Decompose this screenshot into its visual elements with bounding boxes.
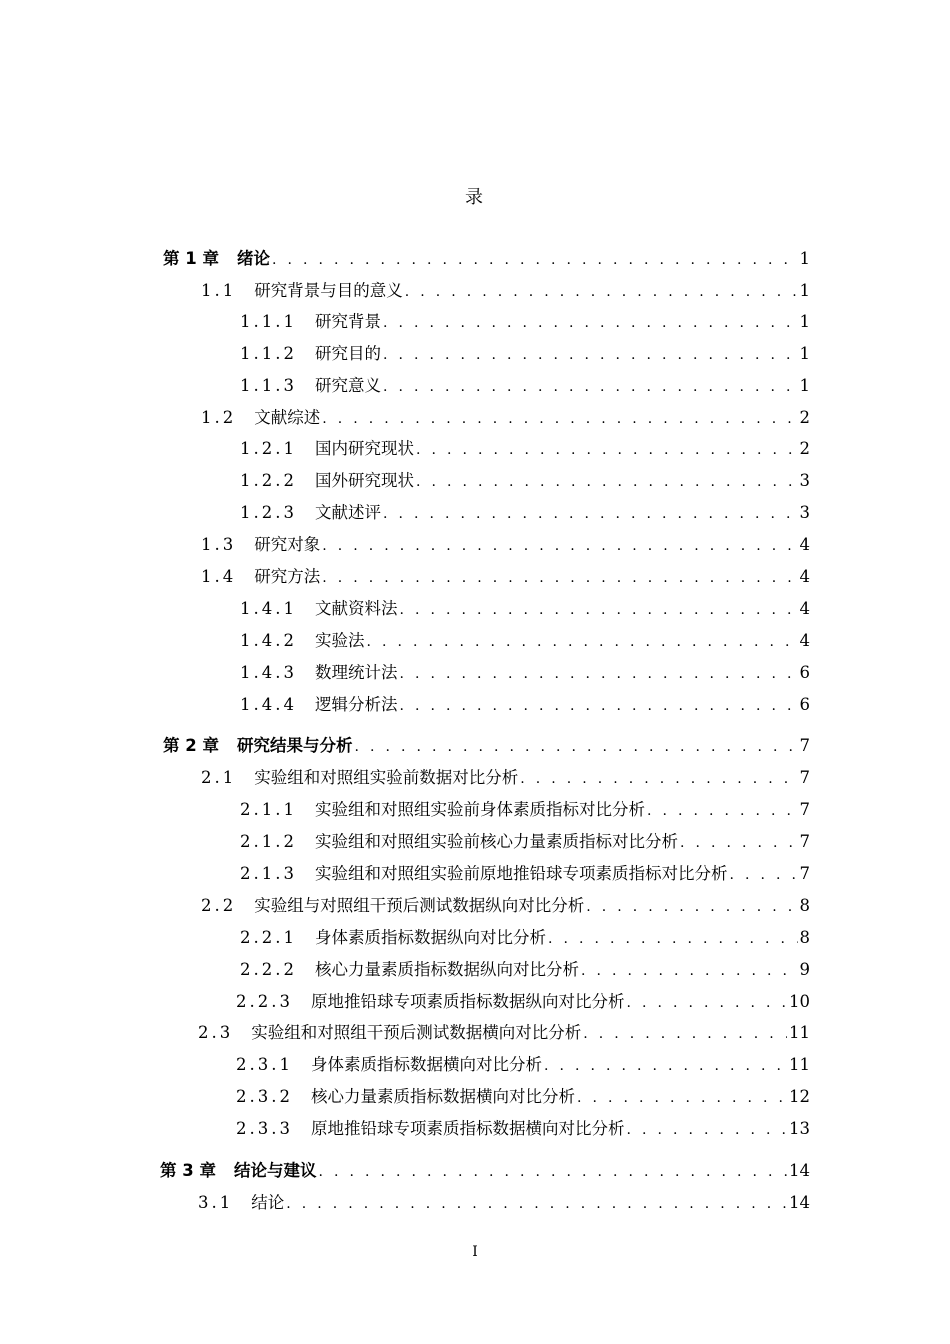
toc-entry[interactable]	[160, 1160, 810, 1182]
toc-dot-leader	[366, 631, 797, 653]
toc-entry-title: 实验组和对照组实验前原地推铅球专项素质指标对比分析	[314, 864, 728, 883]
toc-entry-number: 1.4.1	[240, 599, 297, 618]
toc-entry-number: 1.3	[201, 535, 237, 554]
toc-entry-title: 实验组和对照组实验前核心力量素质指标对比分析	[314, 832, 678, 851]
toc-dot-leader	[626, 992, 787, 1014]
toc-entry-number: 1.2	[201, 408, 237, 427]
toc-dot-leader	[520, 768, 797, 790]
toc-dot-leader	[586, 896, 797, 918]
toc-dot-leader	[322, 567, 797, 589]
page-number: I	[472, 1244, 478, 1260]
toc-entry-page: 7	[799, 736, 810, 755]
toc-entry[interactable]	[240, 343, 810, 365]
toc-entry-page: 4	[799, 599, 810, 618]
toc-entry-page: 1	[799, 344, 810, 363]
toc-entry-page: 11	[789, 1023, 810, 1042]
toc-entry-title: 国外研究现状	[314, 471, 414, 490]
toc-entry[interactable]	[240, 630, 810, 652]
toc-entry-title: 绪论	[236, 249, 270, 268]
toc-dot-leader	[729, 864, 797, 886]
toc-entry[interactable]	[240, 863, 810, 885]
toc-dot-leader	[272, 249, 798, 271]
toc-entry-page: 13	[789, 1119, 810, 1138]
toc-entry-number: 2.1.3	[240, 864, 297, 883]
toc-entry[interactable]	[201, 895, 810, 917]
toc-entry-page: 1	[799, 376, 810, 395]
toc-dot-leader	[322, 408, 797, 430]
toc-dot-leader	[583, 1023, 787, 1045]
toc-entry-page: 4	[799, 631, 810, 650]
toc-entry-title: 研究背景与目的意义	[254, 281, 403, 300]
toc-dot-leader	[647, 800, 798, 822]
toc-entry-number: 2.3.2	[236, 1087, 293, 1106]
toc-entry[interactable]	[240, 662, 810, 684]
toc-dot-leader	[383, 344, 798, 366]
toc-entry-title: 研究意义	[314, 376, 381, 395]
toc-dot-leader	[416, 439, 798, 461]
toc-entry-page: 9	[799, 960, 810, 979]
toc-dot-leader	[383, 312, 798, 334]
toc-entry[interactable]	[240, 375, 810, 397]
toc-title: 录	[465, 187, 485, 208]
toc-entry[interactable]	[240, 831, 810, 853]
toc-dot-leader	[318, 1161, 787, 1183]
toc-entry-number: 1.1	[201, 281, 237, 300]
toc-entry-number: 2.1.2	[240, 832, 297, 851]
toc-entry-title: 结论	[251, 1193, 285, 1212]
toc-entry-page: 7	[799, 864, 810, 883]
toc-entry-number: 2.3.3	[236, 1119, 293, 1138]
toc-entry[interactable]	[201, 407, 810, 429]
toc-entry-title: 核心力量素质指标数据横向对比分析	[310, 1087, 575, 1106]
toc-entry-title: 实验组和对照组实验前身体素质指标对比分析	[314, 800, 645, 819]
toc-entry[interactable]	[163, 248, 810, 270]
toc-entry-number: 2.1.1	[240, 800, 297, 819]
toc-entry-title: 研究结果与分析	[236, 736, 353, 755]
toc-entry-title: 研究对象	[254, 535, 321, 554]
toc-entry[interactable]	[240, 799, 810, 821]
toc-entry-title: 实验组与对照组干预后测试数据纵向对比分析	[254, 896, 585, 915]
toc-entry-page: 8	[799, 928, 810, 947]
toc-entry[interactable]	[240, 502, 810, 524]
toc-entry-page: 1	[799, 249, 810, 268]
toc-entry-number: 1.1.2	[240, 344, 297, 363]
toc-entry-title: 数理统计法	[314, 663, 398, 682]
toc-entry-title: 实验组和对照组实验前数据对比分析	[254, 768, 519, 787]
toc-entry-number: 2.2.1	[240, 928, 297, 947]
toc-entry-title: 文献述评	[314, 503, 381, 522]
toc-entry[interactable]	[236, 1086, 810, 1108]
toc-entry-page: 3	[799, 471, 810, 490]
toc-entry-title: 身体素质指标数据横向对比分析	[310, 1055, 542, 1074]
toc-entry-number: 1.4.2	[240, 631, 297, 650]
toc-entry-number: 第 2 章	[163, 736, 219, 755]
toc-entry-number: 2.3	[198, 1023, 234, 1042]
toc-entry-title: 研究目的	[314, 344, 381, 363]
toc-entry-number: 第 1 章	[163, 249, 219, 268]
toc-entry-number: 1.1.1	[240, 312, 297, 331]
toc-entry-page: 11	[789, 1055, 810, 1074]
toc-entry-number: 1.4.3	[240, 663, 297, 682]
toc-dot-leader	[577, 1087, 787, 1109]
toc-entry-number: 1.1.3	[240, 376, 297, 395]
toc-dot-leader	[383, 503, 798, 525]
toc-entry-title: 实验组和对照组干预后测试数据横向对比分析	[251, 1023, 582, 1042]
toc-entry-page: 2	[799, 439, 810, 458]
toc-entry[interactable]	[236, 1054, 810, 1076]
toc-dot-leader	[399, 663, 797, 685]
toc-entry-title: 国内研究现状	[314, 439, 414, 458]
toc-entry-title: 实验法	[314, 631, 365, 650]
toc-entry-title: 原地推铅球专项素质指标数据纵向对比分析	[310, 992, 625, 1011]
toc-entry-title: 原地推铅球专项素质指标数据横向对比分析	[310, 1119, 625, 1138]
toc-dot-leader	[383, 376, 798, 398]
toc-entry-number: 2.3.1	[236, 1055, 293, 1074]
toc-entry-title: 文献综述	[254, 408, 321, 427]
toc-entry-page: 14	[789, 1161, 810, 1180]
toc-entry-number: 第 3 章	[160, 1161, 216, 1180]
toc-entry-title: 身体素质指标数据纵向对比分析	[314, 928, 546, 947]
toc-entry-title: 核心力量素质指标数据纵向对比分析	[314, 960, 579, 979]
toc-entry[interactable]	[198, 1022, 810, 1044]
toc-entry-number: 1.4	[201, 567, 237, 586]
toc-entry-page: 4	[799, 567, 810, 586]
toc-entry-page: 14	[789, 1193, 810, 1212]
toc-entry[interactable]	[236, 1118, 810, 1140]
toc-dot-leader	[416, 471, 798, 493]
toc-entry[interactable]	[163, 735, 810, 757]
toc-dot-leader	[581, 960, 798, 982]
toc-dot-leader	[626, 1119, 787, 1141]
toc-entry[interactable]	[240, 311, 810, 333]
toc-entry-page: 7	[799, 800, 810, 819]
toc-entry[interactable]	[201, 534, 810, 556]
toc-entry[interactable]	[198, 1192, 810, 1214]
toc-entry-number: 1.4.4	[240, 695, 297, 714]
toc-dot-leader	[286, 1193, 787, 1215]
toc-entry[interactable]	[240, 959, 810, 981]
toc-entry-page: 2	[799, 408, 810, 427]
toc-entry-number: 2.2.3	[236, 992, 293, 1011]
toc-entry-page: 12	[789, 1087, 810, 1106]
toc-entry-page: 1	[799, 312, 810, 331]
toc-entry-page: 7	[799, 832, 810, 851]
toc-entry[interactable]	[240, 470, 810, 492]
toc-entry-title: 文献资料法	[314, 599, 398, 618]
toc-dot-leader	[399, 599, 797, 621]
toc-entry-page: 7	[799, 768, 810, 787]
toc-dot-leader	[544, 1055, 787, 1077]
toc-dot-leader	[399, 695, 797, 717]
toc-entry-page: 6	[799, 663, 810, 682]
toc-dot-leader	[405, 281, 798, 303]
toc-entry-page: 6	[799, 695, 810, 714]
toc-entry[interactable]	[240, 927, 810, 949]
toc-entry[interactable]	[240, 598, 810, 620]
toc-entry-number: 2.1	[201, 768, 237, 787]
toc-entry-title: 结论与建议	[233, 1161, 317, 1180]
toc-dot-leader	[680, 832, 798, 854]
toc-entry[interactable]	[240, 438, 810, 460]
toc-dot-leader	[354, 736, 797, 758]
toc-entry-title: 逻辑分析法	[314, 695, 398, 714]
toc-entry-number: 1.2.1	[240, 439, 297, 458]
toc-entry[interactable]	[201, 767, 810, 789]
toc-entry-page: 3	[799, 503, 810, 522]
toc-entry-page: 10	[789, 992, 810, 1011]
toc-entry-title: 研究方法	[254, 567, 321, 586]
toc-entry-page: 4	[799, 535, 810, 554]
toc-entry-number: 1.2.2	[240, 471, 297, 490]
toc-entry-number: 3.1	[198, 1193, 234, 1212]
toc-entry-number: 1.2.3	[240, 503, 297, 522]
toc-entry-number: 2.2	[201, 896, 237, 915]
toc-dot-leader	[548, 928, 798, 950]
toc-entry[interactable]	[201, 566, 810, 588]
toc-entry[interactable]	[240, 694, 810, 716]
toc-dot-leader	[322, 535, 797, 557]
toc-entry-page: 1	[799, 281, 810, 300]
toc-entry[interactable]	[236, 991, 810, 1013]
toc-entry-number: 2.2.2	[240, 960, 297, 979]
toc-entry[interactable]	[201, 280, 810, 302]
toc-entry-title: 研究背景	[314, 312, 381, 331]
toc-entry-page: 8	[799, 896, 810, 915]
